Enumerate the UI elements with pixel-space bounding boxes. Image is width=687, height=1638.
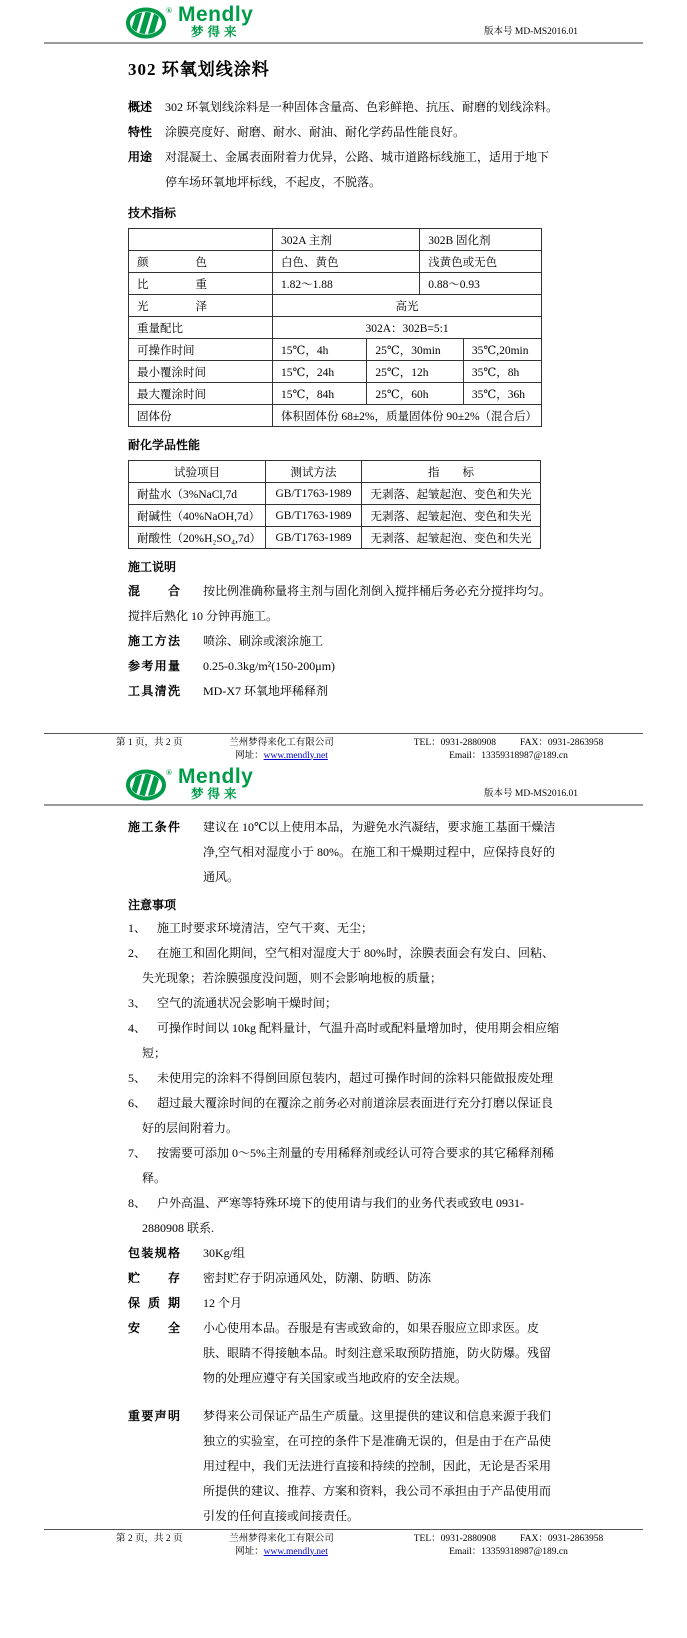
email-value: Email：13359318987@189.cn (449, 1546, 568, 1557)
tech-table (128, 228, 542, 427)
registered-mark: ® (166, 768, 172, 777)
chem-alkali-method: GB/T1763-1989 (265, 505, 361, 527)
note-number: 6、 (128, 1096, 147, 1110)
maxrecoat-25c: 25℃，60h (367, 383, 463, 405)
cleaning-text: MD-X7 环氧地坪稀释剂 (203, 684, 328, 698)
note-text: 施工时要求环境清洁，空气干爽、无尘； (157, 921, 374, 935)
table-row (129, 339, 542, 361)
ratio-value: 302A：302B=5:1 (273, 317, 542, 339)
solids-label: 固体份 (129, 405, 273, 427)
minrecoat-label: 最小覆涂时间 (129, 361, 273, 383)
logo-text (178, 4, 253, 39)
safety-label: 安全 (128, 1321, 180, 1335)
condition-label: 施工条件 (128, 820, 180, 834)
note-item-5 (128, 1066, 560, 1091)
tel-value: TEL：0931-2880908 (413, 738, 497, 748)
note-number: 2、 (128, 946, 147, 960)
tech-header-302b: 302B 固化剂 (420, 229, 542, 251)
logo-text (178, 766, 253, 801)
note-item-2 (128, 941, 560, 991)
table-row (129, 383, 542, 405)
version-label: 版本号 MD-MS2016.01 (484, 789, 578, 799)
chem-alkali-item: 耐碱性（40%NaOH,7d） (129, 505, 266, 527)
table-row (129, 527, 541, 549)
mixing-text: 按比例准确称量将主剂与固化剂倒入搅拌桶后务必充分搅拌均匀。搅拌后熟化 10 分钟再施工。 (128, 584, 552, 623)
color-302a: 白色、黄色 (273, 251, 420, 273)
page2-content (0, 815, 687, 1529)
page-title: 302 环氧划线涂料 (128, 60, 270, 79)
chem-acid-method: GB/T1763-1989 (265, 527, 361, 549)
email-value: Email：13359318987@189.cn (449, 750, 568, 761)
cleaning-row (128, 679, 560, 704)
table-row (129, 273, 542, 295)
brand-name-zh: 梦得来 (191, 787, 241, 801)
dosage-row (128, 654, 560, 679)
chem-salt-method: GB/T1763-1989 (265, 483, 361, 505)
usage-text: 对混凝土、金属表面附着力优异，公路、城市道路标线施工，适用于地下停车场环氧地坪标线，不起皮，不脱落。 (165, 150, 550, 189)
mendly-logo (125, 4, 253, 40)
page2-page-label: 第 2 页，共 2 页 (116, 1534, 183, 1544)
chem-header-spec: 指标 (427, 466, 474, 479)
website-link[interactable]: www.mendly.net (263, 1546, 328, 1557)
table-row (129, 361, 542, 383)
brand-name-en: Mendly (178, 765, 254, 788)
note-text: 可操作时间以 10kg 配料量计，气温升高时或配料量增加时，使用期会相应缩短； (142, 1021, 560, 1060)
packaging-text: 30Kg/组 (203, 1246, 246, 1260)
gravity-label: 比重 (137, 278, 207, 291)
table-row (129, 461, 541, 483)
gravity-302b: 0.88～0.93 (420, 273, 542, 295)
gloss-value: 高光 (273, 295, 542, 317)
storage-row (128, 1266, 560, 1291)
application-section-title: 施工说明 (128, 560, 177, 574)
notes-section-title: 注意事项 (128, 898, 177, 912)
table-row (129, 505, 541, 527)
gloss-label: 光泽 (137, 300, 207, 313)
note-item-4 (128, 1016, 560, 1066)
color-label: 颜色 (137, 256, 207, 269)
tel-value: TEL：0931-2880908 (413, 1534, 497, 1544)
footer-contact-block (374, 737, 643, 762)
version-label: 版本号 MD-MS2016.01 (484, 27, 578, 37)
footer-company-block (189, 737, 374, 762)
packaging-label: 包装规格 (128, 1246, 180, 1260)
chem-table (128, 460, 541, 549)
dosage-label: 参考用量 (128, 659, 180, 673)
overview-text: 302 环氧划线涂料是一种固体含量高、色彩鲜艳、抗压、耐磨的划线涂料。 (165, 100, 559, 114)
table-row (129, 295, 542, 317)
mixing-paragraph (128, 579, 560, 629)
ratio-label: 重量配比 (129, 317, 273, 339)
page-2 (0, 762, 687, 1557)
footer-contact-block (374, 1533, 643, 1558)
solids-value: 体积固体份 68±2%，质量固体份 90±2%（混合后） (273, 405, 542, 427)
note-text: 未使用完的涂料不得倒回原包装内，超过可操作时间的涂料只能做报废处理 (157, 1071, 554, 1085)
maxrecoat-35c: 35℃，36h (463, 383, 541, 405)
safety-row (128, 1316, 560, 1391)
page2-footer (44, 1529, 643, 1558)
chem-header-method: 测试方法 (265, 461, 361, 483)
potlife-35c: 35℃,20min (463, 339, 541, 361)
chem-alkali-spec: 无剥落、起皱起泡、变色和失光 (361, 505, 540, 527)
note-text: 户外高温、严寒等特殊环境下的使用请与我们的业务代表或致电 0931-2880908 联系. (142, 1196, 525, 1235)
dosage-text: 0.25-0.3kg/m²(150-200μm) (203, 659, 336, 673)
intro-overview-row (128, 95, 560, 120)
note-number: 4、 (128, 1021, 147, 1035)
fax-value: FAX：0931-2863958 (520, 738, 604, 748)
shelf-life-row (128, 1291, 560, 1316)
note-number: 5、 (128, 1071, 147, 1085)
mendly-oval-icon (125, 4, 175, 40)
chem-section-title: 耐化学品性能 (128, 438, 201, 452)
feature-label: 特性 (128, 125, 153, 139)
page1-header (0, 0, 687, 42)
note-item-1 (128, 916, 560, 941)
disclaimer-label: 重要声明 (128, 1409, 180, 1423)
header-rule (44, 42, 643, 44)
table-row (129, 251, 542, 273)
note-number: 1、 (128, 921, 147, 935)
mixing-label: 混合 (128, 584, 180, 598)
method-row (128, 629, 560, 654)
chem-acid-spec: 无剥落、起皱起泡、变色和失光 (361, 527, 540, 549)
tech-header-302a: 302A 主剂 (273, 229, 420, 251)
minrecoat-25c: 25℃，12h (367, 361, 463, 383)
note-text: 超过最大覆涂时间的在覆涂之前务必对前道涂层表面进行充分打磨以保证良好的层间附着力。 (142, 1096, 554, 1135)
chem-salt-spec: 无剥落、起皱起泡、变色和失光 (361, 483, 540, 505)
table-row (129, 405, 542, 427)
safety-text: 小心使用本品。吞服是有害或致命的，如果吞服应立即求医。皮肤、眼睛不得接触本品。时刻注意采取预防措施，防火防爆。残留物的处理应遵守有关国家或当地政府的安全法规。 (203, 1321, 552, 1385)
page-1 (0, 0, 687, 762)
color-302b: 浅黄色或无色 (420, 251, 542, 273)
disclaimer-text: 梦得来公司保证产品生产质量。这里提供的建议和信息来源于我们独立的实验室，在可控的条件下是准确无误的，但是由于在产品使用过程中，我们无法进行直接和持续的控制，因此，无论是否采用所提供的建议、推荐、方案和资料，我公司不承担由于产品使用而引发的任何直接或间接责任。 (203, 1409, 552, 1523)
note-text: 空气的流通状况会影响干燥时间； (157, 996, 338, 1010)
table-row (129, 229, 542, 251)
fax-value: FAX：0931-2863958 (520, 1534, 604, 1544)
note-item-7 (128, 1141, 560, 1191)
footer-company-block (189, 1533, 374, 1558)
cleaning-label: 工具清洗 (128, 684, 180, 698)
maxrecoat-label: 最大覆涂时间 (129, 383, 273, 405)
potlife-label: 可操作时间 (129, 339, 273, 361)
note-item-6 (128, 1091, 560, 1141)
header-rule (44, 804, 643, 806)
shelf-life-text: 12 个月 (203, 1296, 243, 1310)
storage-label: 贮存 (128, 1271, 180, 1285)
table-row (129, 317, 542, 339)
feature-text: 涂膜亮度好、耐磨、耐水、耐油、耐化学药品性能良好。 (165, 125, 466, 139)
mendly-oval-icon (125, 766, 175, 802)
mendly-logo (125, 766, 253, 802)
company-name: 兰州梦得来化工有限公司 (229, 1534, 334, 1544)
brand-name-en: Mendly (178, 3, 254, 26)
storage-text: 密封贮存于阴凉通风处，防潮、防晒、防冻 (203, 1271, 432, 1285)
company-name: 兰州梦得来化工有限公司 (229, 738, 334, 748)
note-item-8 (128, 1191, 560, 1241)
disclaimer-row (128, 1404, 560, 1529)
note-number: 3、 (128, 996, 147, 1010)
overview-label: 概述 (128, 100, 153, 114)
note-item-3 (128, 991, 560, 1016)
intro-usage-row (128, 145, 560, 195)
website-link[interactable]: www.mendly.net (263, 750, 328, 761)
page2-header (0, 762, 687, 804)
note-number: 8、 (128, 1196, 147, 1210)
intro-feature-row (128, 120, 560, 145)
chem-header-item: 试验项目 (129, 461, 266, 483)
table-row (129, 483, 541, 505)
page1-page-label: 第 1 页，共 2 页 (116, 738, 183, 748)
method-label: 施工方法 (128, 634, 180, 648)
web-label: 网址： (235, 750, 264, 761)
maxrecoat-15c: 15℃，84h (273, 383, 367, 405)
page1-footer (44, 733, 643, 762)
condition-text: 建议在 10℃以上使用本品，为避免水汽凝结，要求施工基面干燥洁净,空气相对湿度小于 80%。在施工和干燥期过程中，应保持良好的通风。 (203, 820, 556, 884)
minrecoat-35c: 35℃，8h (463, 361, 541, 383)
potlife-25c: 25℃，30min (367, 339, 463, 361)
shelf-life-label: 保质期 (128, 1296, 180, 1310)
packaging-row (128, 1241, 560, 1266)
brand-name-zh: 梦得来 (191, 25, 241, 39)
web-label: 网址： (235, 1546, 264, 1557)
usage-label: 用途 (128, 150, 153, 164)
note-text: 在施工和固化期间，空气相对湿度大于 80%时，涂膜表面会有发白、回粘、失光现象；若涂膜强度没问题，则不会影响地板的质量； (142, 946, 555, 985)
registered-mark: ® (166, 6, 172, 15)
page1-content (0, 95, 687, 704)
minrecoat-15c: 15℃，24h (273, 361, 367, 383)
tech-section-title: 技术指标 (128, 206, 177, 220)
note-text: 按需要可添加 0～5%主剂量的专用稀释剂或经认可符合要求的其它稀释剂稀释。 (142, 1146, 555, 1185)
chem-acid-item: 耐酸性（20%H₂SO₄,7d） (129, 527, 266, 549)
method-text: 喷涂、刷涂或滚涂施工 (203, 634, 324, 648)
condition-row (128, 815, 560, 890)
note-number: 7、 (128, 1146, 147, 1160)
potlife-15c: 15℃，4h (273, 339, 367, 361)
gravity-302a: 1.82～1.88 (273, 273, 420, 295)
chem-salt-item: 耐盐水（3%NaCl,7d (129, 483, 266, 505)
